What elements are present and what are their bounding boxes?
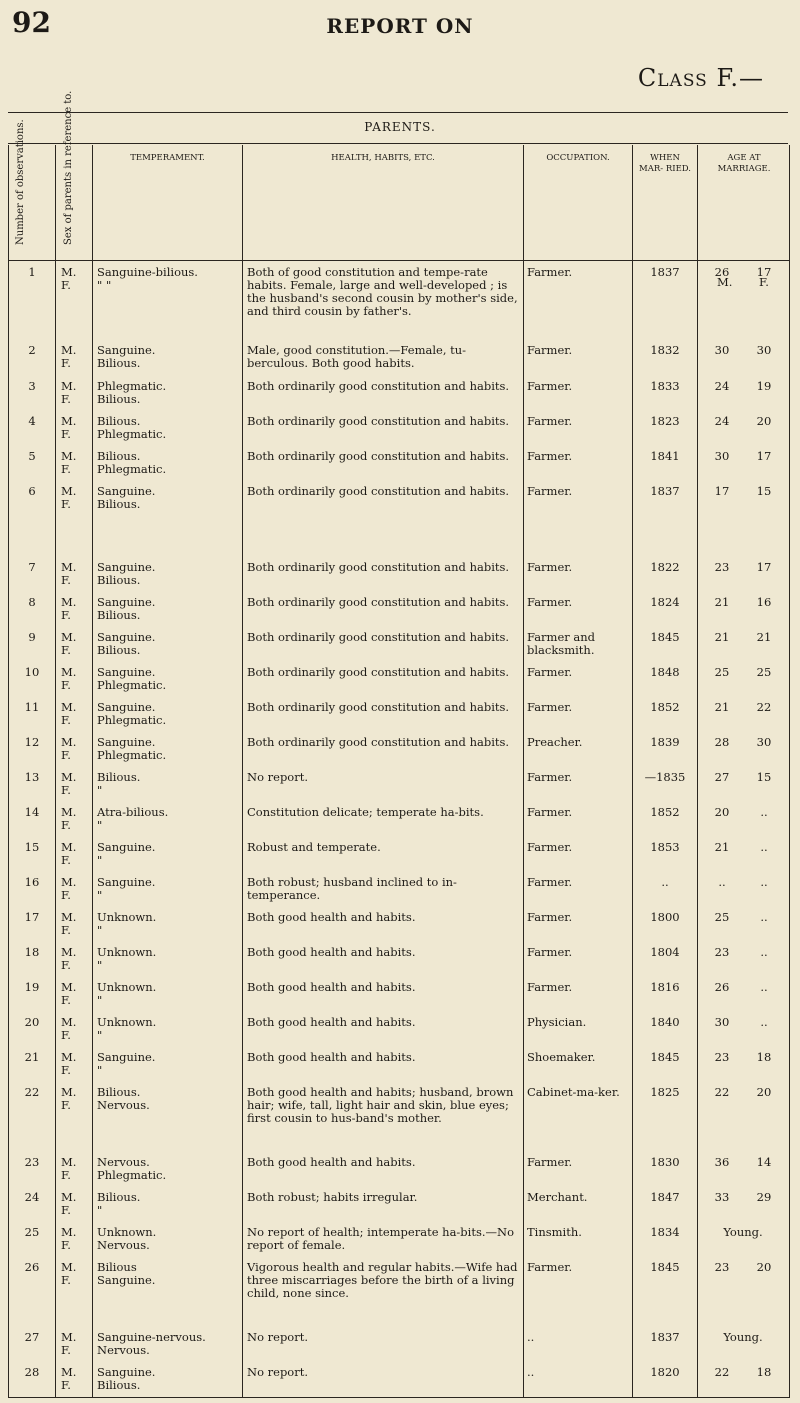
row-married: 1848 [650, 665, 680, 679]
class-heading: Class F.— [637, 64, 764, 92]
row-health: Both good health and habits. [247, 1015, 416, 1029]
row-occupation: .. [527, 1365, 535, 1379]
header-age: AGE AT MARRIAGE. [717, 153, 771, 174]
row-occupation: Farmer. [527, 484, 573, 498]
row-health: Both good health and habits; husband, brown hair; wife, tall, light hair and skin, blue eyes; first cousin to hus-band's mother. [247, 1085, 514, 1125]
row-sex: M. F. [61, 560, 77, 587]
row-number: 18 [24, 945, 40, 959]
row-married: —1835 [644, 770, 686, 784]
row-married: 1845 [650, 1260, 680, 1274]
row-number: 15 [24, 840, 40, 854]
col-divider [632, 145, 633, 1397]
row-sex: M. F. [61, 630, 77, 657]
header-occupation: OCCUPATION. [546, 153, 610, 163]
row-sex: M. F. [61, 910, 77, 937]
row-occupation: Farmer. [527, 840, 573, 854]
row-occupation: Tinsmith. [527, 1225, 582, 1239]
row-age-f: 18 [756, 1365, 772, 1379]
row-age-m: 23 [714, 945, 730, 959]
row-temperament: Sanguine-bilious. " " [97, 265, 198, 292]
col-divider [242, 145, 243, 1397]
row-number: 17 [24, 910, 40, 924]
row-married: 1845 [650, 630, 680, 644]
row-married: 1853 [650, 840, 680, 854]
row-age-m: 30 [714, 449, 730, 463]
header-rule [8, 143, 788, 144]
row-number: 20 [24, 1015, 40, 1029]
row-temperament: Unknown. " [97, 1015, 157, 1042]
row-age-f: 15 [756, 484, 772, 498]
row-occupation: Farmer. [527, 700, 573, 714]
row-occupation: Farmer. [527, 379, 573, 393]
row-health: Both ordinarily good constitution and habits. [247, 560, 510, 574]
row-age-m: 23 [714, 1260, 730, 1274]
row-sex: M. F. [61, 449, 77, 476]
row-age-f: 19 [756, 379, 772, 393]
parents-table [8, 90, 790, 1398]
row-temperament: Sanguine. Phlegmatic. [97, 700, 167, 727]
row-occupation: Farmer and blacksmith. [527, 630, 596, 657]
row-sex: M. F. [61, 1330, 77, 1357]
row-age-m: 23 [714, 1050, 730, 1064]
row-health: Both ordinarily good constitution and habits. [247, 484, 510, 498]
section-title: PARENTS. [364, 120, 436, 134]
row-married: 1833 [650, 379, 680, 393]
row-married: 1825 [650, 1085, 680, 1099]
row-age-m: 24 [714, 379, 730, 393]
row-sex: M. F. [61, 1260, 77, 1287]
row-number: 11 [24, 700, 40, 714]
row-temperament: Sanguine. Bilious. [97, 595, 156, 622]
row-occupation: Farmer. [527, 945, 573, 959]
row-temperament: Nervous. Phlegmatic. [97, 1155, 167, 1182]
row-health: Both robust; habits irregular. [247, 1190, 418, 1204]
row-occupation: Merchant. [527, 1190, 588, 1204]
row-age-m: 24 [714, 414, 730, 428]
row-age-m: 21 [714, 700, 730, 714]
row-temperament: Bilious. " [97, 770, 141, 797]
page-number: 92 [12, 6, 51, 39]
row-married: 1839 [650, 735, 680, 749]
row-married: 1840 [650, 1015, 680, 1029]
row-age-m: 25 [714, 910, 730, 924]
row-temperament: Bilious Sanguine. [97, 1260, 156, 1287]
row-age-m: 22 [714, 1365, 730, 1379]
top-rule [8, 112, 788, 113]
row-sex: M. F. [61, 1050, 77, 1077]
row-age-f: 30 [756, 343, 772, 357]
row-health: Male, good constitution.—Female, tu-berculous. Both good habits. [247, 343, 467, 370]
row-temperament: Sanguine. Phlegmatic. [97, 735, 167, 762]
row-age-f: 25 [756, 665, 772, 679]
row-age-m: 30 [714, 343, 730, 357]
row-age-m: 21 [714, 630, 730, 644]
row-age-m: .. [718, 875, 726, 889]
row-sex: M. F. [61, 379, 77, 406]
row-age: Young. [723, 1225, 763, 1239]
row-number: 24 [24, 1190, 40, 1204]
row-age-m: 22 [714, 1085, 730, 1099]
row-occupation: Farmer. [527, 560, 573, 574]
row-temperament: Sanguine. Bilious. [97, 560, 156, 587]
row-married: .. [661, 875, 669, 889]
row-occupation: Farmer. [527, 265, 573, 279]
row-age-m: 26 [714, 265, 730, 279]
row-age-f: 14 [756, 1155, 772, 1169]
row-occupation: Farmer. [527, 665, 573, 679]
row-sex: M. F. [61, 1365, 77, 1392]
row-sex: M. F. [61, 840, 77, 867]
row-number: 25 [24, 1225, 40, 1239]
row-number: 4 [28, 414, 36, 428]
row-married: 1852 [650, 805, 680, 819]
row-sex: M. F. [61, 1190, 77, 1217]
row-age-m: 21 [714, 595, 730, 609]
row-health: Both ordinarily good constitution and habits. [247, 379, 510, 393]
row-occupation: Preacher. [527, 735, 583, 749]
row-age-f: .. [760, 980, 768, 994]
row-occupation: .. [527, 1330, 535, 1344]
row-temperament: Sanguine. " [97, 1050, 156, 1077]
row-married: 1820 [650, 1365, 680, 1379]
row-number: 3 [28, 379, 36, 393]
row-health: No report. [247, 1365, 309, 1379]
row-married: 1822 [650, 560, 680, 574]
row-number: 13 [24, 770, 40, 784]
row-temperament: Phlegmatic. Bilious. [97, 379, 167, 406]
row-number: 22 [24, 1085, 40, 1099]
row-health: No report of health; intemperate ha-bits.—No report of female. [247, 1225, 515, 1252]
row-age-f: 16 [756, 595, 772, 609]
row-age-f: 21 [756, 630, 772, 644]
row-sex: M. F. [61, 805, 77, 832]
row-temperament: Sanguine. Bilious. [97, 630, 156, 657]
row-sex: M. F. [61, 770, 77, 797]
row-number: 12 [24, 735, 40, 749]
row-number: 27 [24, 1330, 40, 1344]
row-age-f: 20 [756, 414, 772, 428]
row-number: 21 [24, 1050, 40, 1064]
row-married: 1852 [650, 700, 680, 714]
row-sex: M. F. [61, 735, 77, 762]
col-divider [55, 145, 56, 1397]
row-number: 26 [24, 1260, 40, 1274]
row-health: Both ordinarily good constitution and habits. [247, 700, 510, 714]
row-sex: M. F. [61, 700, 77, 727]
row-sex: M. F. [61, 1225, 77, 1252]
header-age-f: F. [759, 275, 769, 289]
row-health: Both good health and habits. [247, 1050, 416, 1064]
row-number: 5 [28, 449, 36, 463]
row-occupation: Farmer. [527, 449, 573, 463]
row-age-f: 17 [756, 265, 772, 279]
row-health: Both ordinarily good constitution and habits. [247, 630, 510, 644]
row-occupation: Farmer. [527, 414, 573, 428]
row-health: Both ordinarily good constitution and habits. [247, 449, 510, 463]
row-health: Vigorous health and regular habits.—Wife had three miscarriages before the birth of a living child, none since. [247, 1260, 518, 1300]
row-number: 8 [28, 595, 36, 609]
row-married: 1800 [650, 910, 680, 924]
row-health: Both ordinarily good constitution and habits. [247, 414, 510, 428]
row-occupation: Farmer. [527, 875, 573, 889]
row-temperament: Unknown. " [97, 945, 157, 972]
running-head: REPORT ON [326, 14, 474, 38]
row-temperament: Sanguine. " [97, 875, 156, 902]
row-temperament: Unknown. " [97, 910, 157, 937]
row-occupation: Farmer. [527, 910, 573, 924]
row-age-f: 17 [756, 449, 772, 463]
row-sex: M. F. [61, 1155, 77, 1182]
row-number: 14 [24, 805, 40, 819]
row-married: 1816 [650, 980, 680, 994]
header-number: Number of observations. [15, 119, 26, 245]
row-sex: M. F. [61, 343, 77, 370]
row-sex: M. F. [61, 414, 77, 441]
row-number: 6 [28, 484, 36, 498]
row-sex: M. F. [61, 945, 77, 972]
row-married: 1847 [650, 1190, 680, 1204]
row-married: 1823 [650, 414, 680, 428]
row-sex: M. F. [61, 265, 77, 292]
row-temperament: Bilious. Phlegmatic. [97, 449, 167, 476]
header-temperament: TEMPERAMENT. [130, 153, 205, 163]
row-age-m: 26 [714, 980, 730, 994]
header-bottom-rule [9, 260, 789, 261]
row-health: Both ordinarily good constitution and habits. [247, 665, 510, 679]
row-age-f: 20 [756, 1260, 772, 1274]
row-temperament: Sanguine-nervous. Nervous. [97, 1330, 206, 1357]
row-temperament: Sanguine. Bilious. [97, 343, 156, 370]
row-temperament: Bilious. " [97, 1190, 141, 1217]
row-sex: M. F. [61, 875, 77, 902]
row-temperament: Bilious. Nervous. [97, 1085, 150, 1112]
row-number: 23 [24, 1155, 40, 1169]
row-age: Young. [723, 1330, 763, 1344]
row-number: 7 [28, 560, 36, 574]
row-health: Both ordinarily good constitution and habits. [247, 735, 510, 749]
row-age-f: .. [760, 805, 768, 819]
row-health: Both good health and habits. [247, 945, 416, 959]
row-occupation: Shoemaker. [527, 1050, 596, 1064]
row-temperament: Sanguine. Bilious. [97, 1365, 156, 1392]
row-married: 1837 [650, 265, 680, 279]
row-sex: M. F. [61, 1015, 77, 1042]
row-married: 1837 [650, 484, 680, 498]
row-married: 1824 [650, 595, 680, 609]
row-age-m: 33 [714, 1190, 730, 1204]
row-sex: M. F. [61, 665, 77, 692]
row-age-m: 27 [714, 770, 730, 784]
row-occupation: Physician. [527, 1015, 587, 1029]
row-occupation: Farmer. [527, 343, 573, 357]
row-married: 1841 [650, 449, 680, 463]
row-number: 1 [28, 265, 36, 279]
row-temperament: Sanguine. Bilious. [97, 484, 156, 511]
row-health: Both good health and habits. [247, 980, 416, 994]
row-health: No report. [247, 1330, 309, 1344]
row-sex: M. F. [61, 1085, 77, 1112]
row-health: Both robust; husband inclined to in-temperance. [247, 875, 457, 902]
row-age-f: 17 [756, 560, 772, 574]
row-health: Robust and temperate. [247, 840, 381, 854]
row-health: Both of good constitution and tempe-rate habits. Female, large and well-developed ; is the husband's second cousin by mother's side, and third cousin by father's. [247, 265, 518, 318]
row-age-f: 22 [756, 700, 772, 714]
row-health: Constitution delicate; temperate ha-bits. [247, 805, 484, 819]
row-age-f: .. [760, 1015, 768, 1029]
col-divider [697, 145, 698, 1397]
row-health: No report. [247, 770, 309, 784]
row-number: 19 [24, 980, 40, 994]
row-married: 1834 [650, 1225, 680, 1239]
row-age-f: .. [760, 875, 768, 889]
header-health: HEALTH, HABITS, ETC. [331, 153, 435, 163]
row-age-m: 25 [714, 665, 730, 679]
row-married: 1845 [650, 1050, 680, 1064]
row-occupation: Cabinet-ma-ker. [527, 1085, 620, 1099]
row-age-f: .. [760, 910, 768, 924]
col-divider [92, 145, 93, 1397]
row-age-m: 28 [714, 735, 730, 749]
row-married: 1837 [650, 1330, 680, 1344]
row-temperament: Sanguine. Phlegmatic. [97, 665, 167, 692]
row-age-f: 29 [756, 1190, 772, 1204]
row-number: 2 [28, 343, 36, 357]
row-temperament: Unknown. Nervous. [97, 1225, 157, 1252]
row-health: Both good health and habits. [247, 910, 416, 924]
row-health: Both good health and habits. [247, 1155, 416, 1169]
row-occupation: Farmer. [527, 980, 573, 994]
row-age-m: 21 [714, 840, 730, 854]
row-married: 1804 [650, 945, 680, 959]
row-occupation: Farmer. [527, 1260, 573, 1274]
row-sex: M. F. [61, 980, 77, 1007]
header-married: WHEN MAR- RIED. [639, 153, 691, 174]
row-age-m: 20 [714, 805, 730, 819]
row-number: 9 [28, 630, 36, 644]
row-married: 1832 [650, 343, 680, 357]
row-health: Both ordinarily good constitution and habits. [247, 595, 510, 609]
row-age-m: 36 [714, 1155, 730, 1169]
row-age-f: 30 [756, 735, 772, 749]
row-age-f: 18 [756, 1050, 772, 1064]
row-married: 1830 [650, 1155, 680, 1169]
row-temperament: Atra-bilious. " [97, 805, 169, 832]
row-temperament: Sanguine. " [97, 840, 156, 867]
header-age-m: M. [717, 275, 733, 289]
row-occupation: Farmer. [527, 1155, 573, 1169]
row-sex: M. F. [61, 595, 77, 622]
row-age-m: 23 [714, 560, 730, 574]
row-sex: M. F. [61, 484, 77, 511]
row-number: 16 [24, 875, 40, 889]
row-temperament: Unknown. " [97, 980, 157, 1007]
row-age-f: .. [760, 945, 768, 959]
col-divider [523, 145, 524, 1397]
row-age-m: 17 [714, 484, 730, 498]
row-age-f: 20 [756, 1085, 772, 1099]
row-temperament: Bilious. Phlegmatic. [97, 414, 167, 441]
row-occupation: Farmer. [527, 770, 573, 784]
row-number: 28 [24, 1365, 40, 1379]
header-sex: Sex of parents in reference to. [63, 90, 74, 245]
row-occupation: Farmer. [527, 595, 573, 609]
row-age-f: .. [760, 840, 768, 854]
row-age-m: 30 [714, 1015, 730, 1029]
row-number: 10 [24, 665, 40, 679]
row-age-f: 15 [756, 770, 772, 784]
row-occupation: Farmer. [527, 805, 573, 819]
